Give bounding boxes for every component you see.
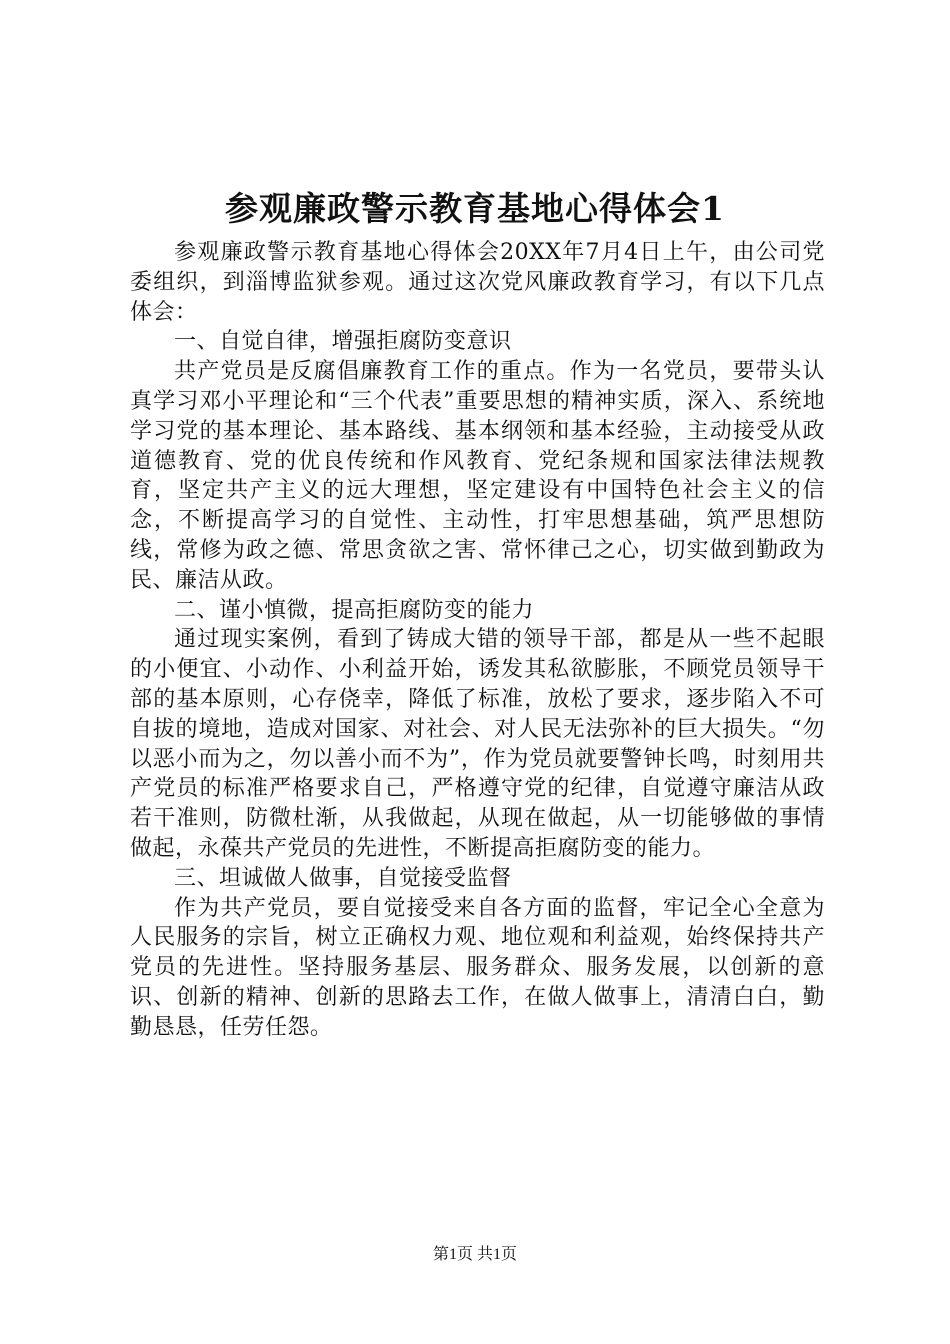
section-paragraph-1: 共产党员是反腐倡廉教育工作的重点。作为一名党员，要带头认真学习邓小平理论和“三个代表”重要思想的精神实质，深入、系统地学习党的基本理论、基本路线、基本纲领和基本经验，主动接受从政道德教育、党的优良传统和作风教育、党纪条规和国家法律法规教育，坚定共产主义的远大理想，坚定建设有中国特色社会主义的信念，不断提高学习的自觉性、主动性，打牢思想基础，筑严思想防线，常修为政之德、常思贪欲之害、常怀律己之心，切实做到勤政为民、廉洁从政。 [130, 359, 825, 593]
section-paragraph-3: 作为共产党员，要自觉接受来自各方面的监督，牢记全心全意为人民服务的宗旨，树立正确权力观、地位观和利益观，始终保持共产党员的先进性。坚持服务基层、服务群众、服务发展，以创新的意识、创新的精神、创新的思路去工作，在做人做事上，清清白白，勤勤恳恳，任劳任怨。 [130, 895, 825, 1040]
section-heading-1: 一、自觉自律，增强拒腐防变意识 [174, 329, 512, 355]
section-heading-2: 二、谨小慎微，提高拒腐防变的能力 [174, 597, 535, 623]
intro-paragraph: 参观廉政警示教育基地心得体会20XX年7月4日上午，由公司党委组织，到淄博监狱参观。通过这次党风廉政教育学习，有以下几点体会： [130, 240, 825, 325]
section-heading-3: 三、坦诚做人做事，自觉接受监督 [174, 865, 512, 891]
document-title: 参观廉政警示教育基地心得体会1 [225, 189, 725, 228]
section-paragraph-2: 通过现实案例，看到了铸成大错的领导干部，都是从一些不起眼的小便宜、小动作、小利益开始，诱发其私欲膨胀，不顾党员领导干部的基本原则，心存侥幸，降低了标准，放松了要求，逐步陷入不可自拔的境地，造成对国家、对社会、对人民无法弥补的巨大损失。“勿以恶小而为之，勿以善小而不为”，作为党员就要警钟长鸣，时刻用共产党员的标准严格要求自己，严格遵守党的纪律，自觉遵守廉洁从政若干准则，防微杜渐，从我做起，从现在做起，从一切能够做的事情做起，永葆共产党员的先进性，不断提高拒腐防变的能力。 [130, 627, 825, 861]
page-footer: 第1页 共1页 [432, 1246, 517, 1263]
document-body [130, 238, 825, 1043]
